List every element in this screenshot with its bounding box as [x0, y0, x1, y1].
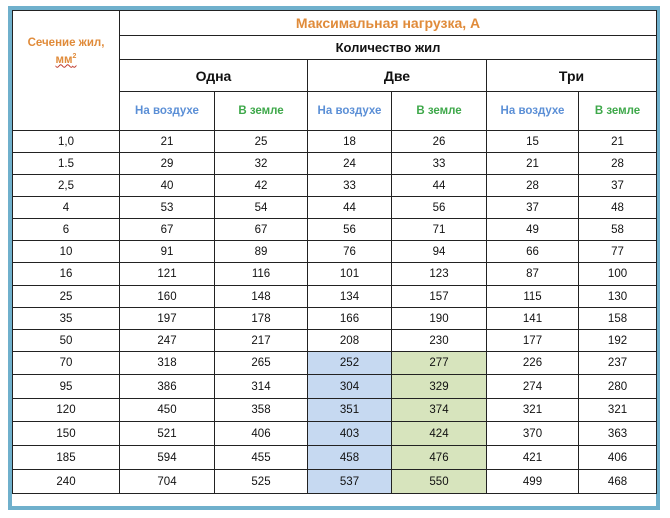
value-cell: 406 [215, 422, 308, 446]
cross-section-cell: 1.5 [13, 153, 120, 175]
subheader-two-air: На воздухе [308, 92, 392, 131]
value-cell: 403 [308, 422, 392, 446]
value-cell: 450 [120, 399, 215, 422]
value-cell: 24 [308, 153, 392, 175]
value-cell: 67 [215, 219, 308, 241]
value-cell: 158 [579, 308, 657, 330]
value-cell: 314 [215, 375, 308, 399]
subheader-three-air: На воздухе [487, 92, 579, 131]
value-cell: 190 [392, 308, 487, 330]
value-cell: 89 [215, 241, 308, 263]
value-cell: 56 [308, 219, 392, 241]
table-row [13, 219, 657, 241]
table-row [13, 263, 657, 286]
value-cell: 304 [308, 375, 392, 399]
value-cell: 280 [579, 375, 657, 399]
value-cell: 704 [120, 470, 215, 494]
value-cell: 32 [215, 153, 308, 175]
value-cell: 67 [120, 219, 215, 241]
value-cell: 424 [392, 422, 487, 446]
value-cell: 166 [308, 308, 392, 330]
value-cell: 329 [392, 375, 487, 399]
value-cell: 274 [487, 375, 579, 399]
subheader-one-ground: В земле [215, 92, 308, 131]
value-cell: 21 [487, 153, 579, 175]
value-cell: 123 [392, 263, 487, 286]
cross-section-cell: 95 [13, 375, 120, 399]
value-cell: 321 [579, 399, 657, 422]
value-cell: 121 [120, 263, 215, 286]
value-cell: 33 [392, 153, 487, 175]
table-row [13, 352, 657, 375]
value-cell: 56 [392, 197, 487, 219]
table-row [13, 375, 657, 399]
subheader-three-ground: В земле [579, 92, 657, 131]
value-cell: 28 [579, 153, 657, 175]
table-frame [8, 6, 660, 510]
value-cell: 455 [215, 446, 308, 470]
value-cell: 265 [215, 352, 308, 375]
cross-section-cell: 25 [13, 286, 120, 308]
value-cell: 25 [215, 131, 308, 153]
value-cell: 148 [215, 286, 308, 308]
cross-section-cell: 16 [13, 263, 120, 286]
value-cell: 197 [120, 308, 215, 330]
group-two: Две [308, 60, 487, 92]
value-cell: 42 [215, 175, 308, 197]
value-cell: 37 [487, 197, 579, 219]
table-row [13, 446, 657, 470]
value-cell: 134 [308, 286, 392, 308]
value-cell: 66 [487, 241, 579, 263]
cross-section-cell: 70 [13, 352, 120, 375]
value-cell: 48 [579, 197, 657, 219]
table-row [13, 470, 657, 494]
value-cell: 499 [487, 470, 579, 494]
value-cell: 53 [120, 197, 215, 219]
value-cell: 550 [392, 470, 487, 494]
table-row [13, 197, 657, 219]
cross-section-cell: 1,0 [13, 131, 120, 153]
value-cell: 58 [579, 219, 657, 241]
value-cell: 101 [308, 263, 392, 286]
value-cell: 537 [308, 470, 392, 494]
table-row [13, 399, 657, 422]
value-cell: 100 [579, 263, 657, 286]
value-cell: 237 [579, 352, 657, 375]
table-row [13, 286, 657, 308]
value-cell: 44 [308, 197, 392, 219]
cross-section-unit: $мм^2$ [55, 52, 77, 66]
value-cell: 116 [215, 263, 308, 286]
value-cell: 476 [392, 446, 487, 470]
value-cell: 18 [308, 131, 392, 153]
value-cell: 29 [120, 153, 215, 175]
cross-section-cell: 50 [13, 330, 120, 352]
value-cell: 71 [392, 219, 487, 241]
value-cell: 37 [579, 175, 657, 197]
value-cell: 468 [579, 470, 657, 494]
value-cell: 321 [487, 399, 579, 422]
value-cell: 87 [487, 263, 579, 286]
value-cell: 40 [120, 175, 215, 197]
value-cell: 178 [215, 308, 308, 330]
table-row [13, 241, 657, 263]
cross-section-label: Сечение жил, [27, 36, 105, 49]
value-cell: 130 [579, 286, 657, 308]
table-row [13, 330, 657, 352]
value-cell: 49 [487, 219, 579, 241]
value-cell: 318 [120, 352, 215, 375]
cross-section-cell: 2,5 [13, 175, 120, 197]
value-cell: 374 [392, 399, 487, 422]
cross-section-cell: 150 [13, 422, 120, 446]
value-cell: 247 [120, 330, 215, 352]
value-cell: 54 [215, 197, 308, 219]
value-cell: 21 [579, 131, 657, 153]
group-three: Три [487, 60, 657, 92]
value-cell: 115 [487, 286, 579, 308]
load-table [12, 10, 657, 494]
value-cell: 226 [487, 352, 579, 375]
value-cell: 406 [579, 446, 657, 470]
value-cell: 277 [392, 352, 487, 375]
value-cell: 363 [579, 422, 657, 446]
value-cell: 33 [308, 175, 392, 197]
value-cell: 177 [487, 330, 579, 352]
table-row [13, 175, 657, 197]
value-cell: 91 [120, 241, 215, 263]
table-row [13, 153, 657, 175]
value-cell: 141 [487, 308, 579, 330]
value-cell: 26 [392, 131, 487, 153]
cross-section-cell: 185 [13, 446, 120, 470]
value-cell: 525 [215, 470, 308, 494]
value-cell: 15 [487, 131, 579, 153]
value-cell: 160 [120, 286, 215, 308]
value-cell: 217 [215, 330, 308, 352]
cross-section-cell: 35 [13, 308, 120, 330]
cross-section-cell: 120 [13, 399, 120, 422]
value-cell: 230 [392, 330, 487, 352]
value-cell: 351 [308, 399, 392, 422]
value-cell: 192 [579, 330, 657, 352]
value-cell: 28 [487, 175, 579, 197]
cross-section-cell: 6 [13, 219, 120, 241]
value-cell: 208 [308, 330, 392, 352]
value-cell: 157 [392, 286, 487, 308]
value-cell: 252 [308, 352, 392, 375]
value-cell: 358 [215, 399, 308, 422]
cross-section-cell: 240 [13, 470, 120, 494]
table-row [13, 422, 657, 446]
cross-section-cell: 4 [13, 197, 120, 219]
table-row [13, 131, 657, 153]
cross-section-filler [13, 92, 120, 131]
value-cell: 386 [120, 375, 215, 399]
group-one: Одна [120, 60, 308, 92]
value-cell: 521 [120, 422, 215, 446]
subheader-one-air: На воздухе [120, 92, 215, 131]
cross-section-cell: 10 [13, 241, 120, 263]
subheader-two-ground: В земле [392, 92, 487, 131]
value-cell: 44 [392, 175, 487, 197]
value-cell: 21 [120, 131, 215, 153]
value-cell: 594 [120, 446, 215, 470]
table-row [13, 308, 657, 330]
value-cell: 458 [308, 446, 392, 470]
value-cell: 76 [308, 241, 392, 263]
value-cell: 370 [487, 422, 579, 446]
value-cell: 77 [579, 241, 657, 263]
cross-section-header [13, 11, 120, 92]
table-title: Максимальная нагрузка, А [120, 11, 657, 36]
value-cell: 421 [487, 446, 579, 470]
cores-header: Количество жил [120, 36, 657, 60]
value-cell: 94 [392, 241, 487, 263]
